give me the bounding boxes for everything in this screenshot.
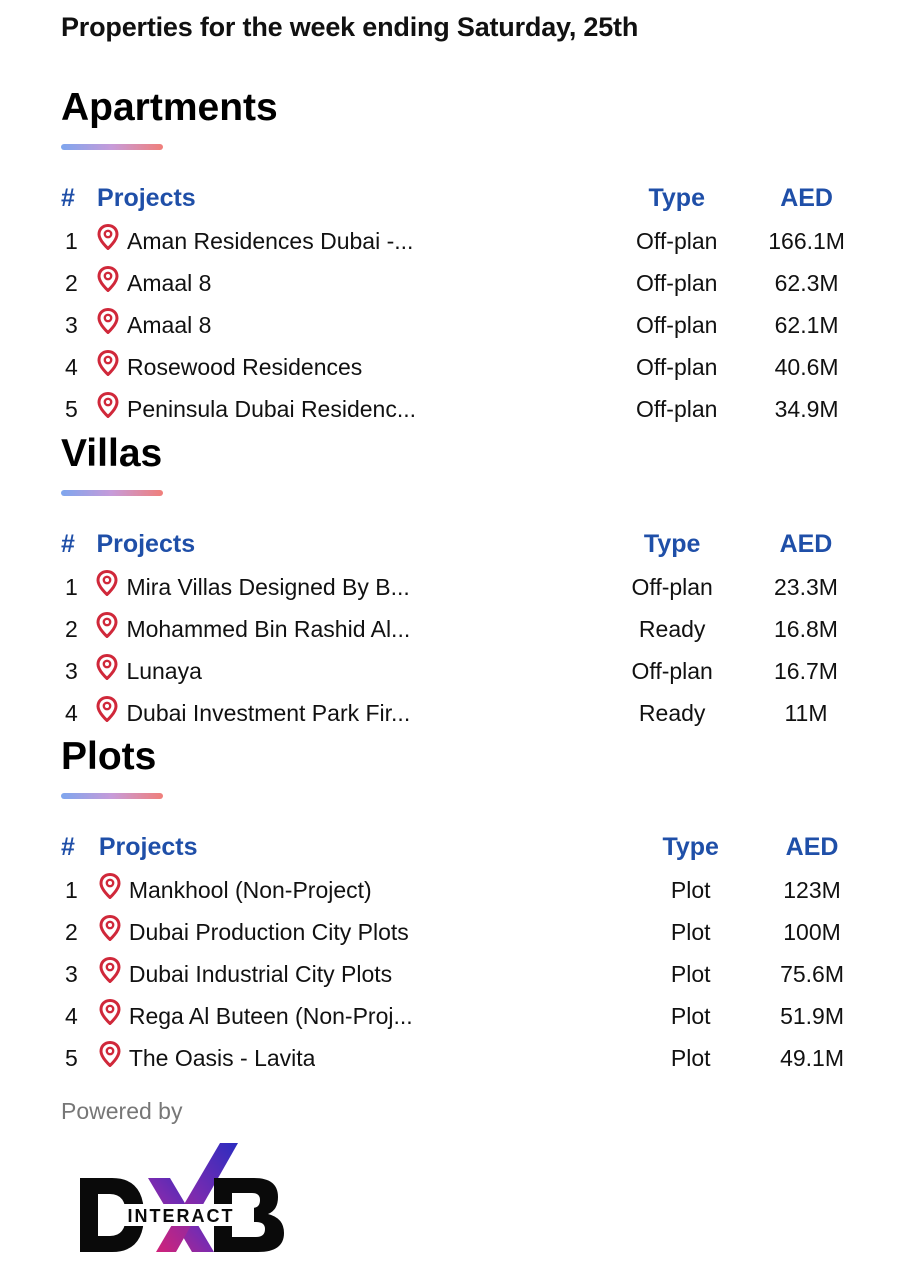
location-pin-icon xyxy=(99,1041,121,1067)
section-underline xyxy=(61,793,163,799)
section-plots xyxy=(61,735,851,1079)
project-cell xyxy=(96,692,583,734)
column-header-type: Type xyxy=(662,832,719,861)
row-number: 4 xyxy=(65,699,78,726)
row-number: 2 xyxy=(65,615,78,642)
row-number: 3 xyxy=(65,311,78,338)
table-row[interactable] xyxy=(61,911,851,953)
project-type: Ready xyxy=(638,699,706,726)
location-pin-icon xyxy=(96,654,118,680)
project-cell xyxy=(99,995,609,1037)
column-header-aed: AED xyxy=(785,832,839,861)
table-body xyxy=(61,566,851,734)
plots-table xyxy=(61,825,851,1079)
row-number: 1 xyxy=(65,876,78,903)
project-value-aed: 123M xyxy=(783,876,841,903)
location-pin-icon xyxy=(97,266,119,292)
row-number: 3 xyxy=(65,960,78,987)
table-row[interactable] xyxy=(61,953,851,995)
project-cell xyxy=(96,650,583,692)
project-name[interactable]: Dubai Investment Park Fir... xyxy=(126,699,411,726)
table-row[interactable] xyxy=(61,692,851,734)
section-title: Villas xyxy=(61,432,163,475)
project-name[interactable]: Rosewood Residences xyxy=(127,353,363,380)
row-number: 4 xyxy=(65,353,78,380)
project-name[interactable]: Mira Villas Designed By B... xyxy=(126,573,410,600)
table-header-row xyxy=(61,825,851,869)
project-value-aed: 40.6M xyxy=(774,353,839,380)
project-cell xyxy=(97,388,591,430)
table-body xyxy=(61,869,851,1079)
row-number: 2 xyxy=(65,918,78,945)
column-header-hash: # xyxy=(61,183,75,212)
project-value-aed: 11M xyxy=(784,699,828,726)
location-pin-icon xyxy=(99,915,121,941)
project-name[interactable]: Aman Residences Dubai -... xyxy=(127,227,414,254)
project-type: Ready xyxy=(638,615,706,642)
project-cell xyxy=(96,608,583,650)
column-header-hash: # xyxy=(61,832,75,861)
table-row[interactable] xyxy=(61,262,851,304)
project-name[interactable]: Lunaya xyxy=(126,657,202,684)
table-row[interactable] xyxy=(61,995,851,1037)
project-type: Off-plan xyxy=(636,227,718,254)
location-pin-icon xyxy=(99,957,121,983)
project-value-aed: 16.8M xyxy=(774,615,838,642)
column-header-hash: # xyxy=(61,529,75,558)
project-type: Plot xyxy=(670,1044,711,1071)
project-type: Plot xyxy=(670,1002,711,1029)
table-header-row xyxy=(61,522,851,566)
row-number: 5 xyxy=(65,395,78,422)
column-header-aed: AED xyxy=(779,529,833,558)
project-type: Off-plan xyxy=(636,311,718,338)
project-value-aed: 62.1M xyxy=(774,311,839,338)
column-header-projects: Projects xyxy=(96,529,196,558)
project-cell xyxy=(99,1037,609,1079)
project-type: Off-plan xyxy=(631,573,713,600)
project-value-aed: 23.3M xyxy=(774,573,838,600)
location-pin-icon xyxy=(97,224,119,250)
logo-subtext: INTERACT xyxy=(127,1206,235,1226)
table-body xyxy=(61,220,851,430)
project-cell xyxy=(99,953,609,995)
apartments-table xyxy=(61,176,851,430)
project-value-aed: 51.9M xyxy=(780,1002,844,1029)
page-title: Properties for the week ending Saturday, 25th xyxy=(61,12,639,42)
location-pin-icon xyxy=(99,873,121,899)
project-name[interactable]: Peninsula Dubai Residenc... xyxy=(127,395,416,422)
row-number: 1 xyxy=(65,573,78,600)
column-header-projects: Projects xyxy=(98,832,198,861)
project-value-aed: 100M xyxy=(783,918,841,945)
row-number: 2 xyxy=(65,269,78,296)
table-row[interactable] xyxy=(61,566,851,608)
table-row[interactable] xyxy=(61,220,851,262)
location-pin-icon xyxy=(97,308,119,334)
project-name[interactable]: Mohammed Bin Rashid Al... xyxy=(126,615,411,642)
table-row[interactable] xyxy=(61,650,851,692)
project-name[interactable]: Amaal 8 xyxy=(127,269,212,296)
table-row[interactable] xyxy=(61,388,851,430)
project-type: Plot xyxy=(670,918,711,945)
project-value-aed: 75.6M xyxy=(780,960,844,987)
project-value-aed: 34.9M xyxy=(774,395,839,422)
project-type: Off-plan xyxy=(636,353,718,380)
project-cell xyxy=(97,346,591,388)
location-pin-icon xyxy=(96,696,118,722)
dxb-interact-logo-graphic xyxy=(78,1140,288,1256)
table-row[interactable] xyxy=(61,608,851,650)
table-header-row xyxy=(61,176,851,220)
project-name[interactable]: Rega Al Buteen (Non-Proj... xyxy=(128,1002,413,1029)
location-pin-icon xyxy=(97,350,119,376)
project-value-aed: 166.1M xyxy=(768,227,845,254)
location-pin-icon xyxy=(96,570,118,596)
column-header-aed: AED xyxy=(780,183,833,212)
row-number: 3 xyxy=(65,657,78,684)
row-number: 1 xyxy=(65,227,78,254)
location-pin-icon xyxy=(97,392,119,418)
project-name[interactable]: Mankhool (Non-Project) xyxy=(128,876,372,903)
table-row[interactable] xyxy=(61,1037,851,1079)
project-cell xyxy=(97,304,591,346)
column-header-type: Type xyxy=(643,529,701,558)
project-name[interactable]: The Oasis - Lavita xyxy=(128,1044,316,1071)
location-pin-icon xyxy=(99,999,121,1025)
project-cell xyxy=(97,262,591,304)
section-apartments xyxy=(61,86,851,430)
dxb-interact-logo xyxy=(78,1140,288,1261)
location-pin-icon xyxy=(96,612,118,638)
section-title: Plots xyxy=(61,735,157,778)
project-value-aed: 62.3M xyxy=(774,269,839,296)
project-name[interactable]: Amaal 8 xyxy=(127,311,212,338)
project-type: Plot xyxy=(670,960,711,987)
project-cell xyxy=(97,220,591,262)
project-type: Plot xyxy=(670,876,711,903)
column-header-type: Type xyxy=(648,183,705,212)
project-value-aed: 49.1M xyxy=(780,1044,844,1071)
section-villas xyxy=(61,432,851,734)
project-type: Off-plan xyxy=(636,269,718,296)
project-value-aed: 16.7M xyxy=(774,657,838,684)
villas-table xyxy=(61,522,851,734)
project-cell xyxy=(99,869,609,911)
table-row[interactable] xyxy=(61,869,851,911)
table-row[interactable] xyxy=(61,304,851,346)
table-row[interactable] xyxy=(61,346,851,388)
project-name[interactable]: Dubai Industrial City Plots xyxy=(128,960,393,987)
column-header-projects: Projects xyxy=(97,183,196,212)
section-underline xyxy=(61,144,163,150)
project-type: Off-plan xyxy=(636,395,718,422)
row-number: 4 xyxy=(65,1002,78,1029)
powered-by-label: Powered by xyxy=(61,1098,183,1124)
section-title: Apartments xyxy=(61,86,278,129)
project-cell xyxy=(96,566,583,608)
project-cell xyxy=(99,911,609,953)
project-type: Off-plan xyxy=(631,657,713,684)
project-name[interactable]: Dubai Production City Plots xyxy=(128,918,409,945)
section-underline xyxy=(61,490,163,496)
row-number: 5 xyxy=(65,1044,78,1071)
